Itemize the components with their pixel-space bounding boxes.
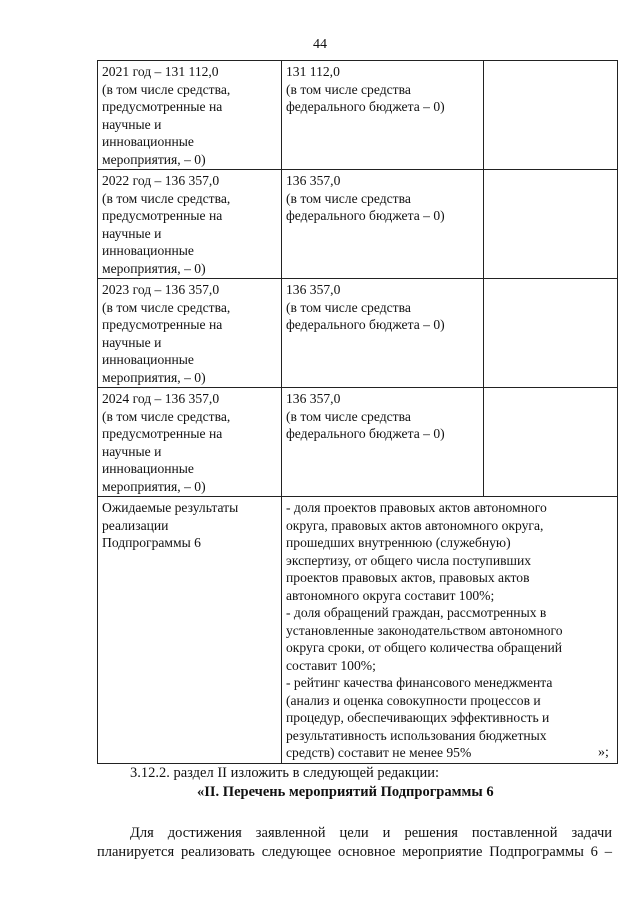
results-text-line: (анализ и оценка совокупности процессов и bbox=[286, 692, 541, 708]
cell-line: инновационные bbox=[102, 243, 194, 258]
results-label-line: Подпрограммы 6 bbox=[102, 535, 201, 550]
results-text-line: составит 100%; bbox=[286, 657, 376, 673]
cell-line: научные и bbox=[102, 225, 162, 241]
cell-line: (в том числе средства, bbox=[102, 81, 231, 97]
empty-cell bbox=[484, 61, 618, 170]
results-label-line: реализации bbox=[102, 517, 169, 533]
budget-amount: 136 357,0 bbox=[286, 391, 341, 406]
year-total: 2024 год – 136 357,0 bbox=[102, 391, 220, 406]
year-funding-cell bbox=[98, 61, 282, 170]
cell-line: (в том числе средства bbox=[286, 299, 411, 315]
results-text-line: средств) составит не менее 95% bbox=[286, 745, 472, 760]
table-row bbox=[98, 388, 618, 497]
cell-line: федерального бюджета – 0) bbox=[286, 208, 445, 223]
year-total: 2021 год – 131 112,0 bbox=[102, 64, 219, 79]
results-text-line: округа, правовых актов автономного округа, bbox=[286, 517, 544, 533]
cell-line: (в том числе средства, bbox=[102, 299, 231, 315]
cell-line: инновационные bbox=[102, 461, 194, 476]
results-text-line: - рейтинг качества финансового менеджмента bbox=[286, 675, 553, 690]
cell-line: (в том числе средства bbox=[286, 81, 411, 97]
cell-line: (в том числе средства bbox=[286, 408, 411, 424]
results-text-line: округа сроки, от общего количества обращений bbox=[286, 640, 563, 655]
cell-line: федерального бюджета – 0) bbox=[286, 99, 445, 114]
cell-line: предусмотренные на bbox=[102, 99, 223, 114]
year-funding-cell bbox=[98, 170, 282, 279]
cell-line: федерального бюджета – 0) bbox=[286, 426, 445, 441]
cell-line: федерального бюджета – 0) bbox=[286, 317, 445, 332]
results-row bbox=[98, 497, 618, 764]
results-text-line: процедур, обеспечивающих эффективность и bbox=[286, 710, 550, 725]
funding-table bbox=[97, 60, 618, 764]
year-funding-cell bbox=[98, 388, 282, 497]
budget-cell bbox=[282, 170, 484, 279]
cell-line: мероприятия, – 0) bbox=[102, 369, 206, 385]
cell-line: научные и bbox=[102, 334, 162, 350]
cell-line: мероприятия, – 0) bbox=[102, 478, 206, 494]
budget-amount: 136 357,0 bbox=[286, 282, 341, 297]
budget-cell bbox=[282, 388, 484, 497]
cell-line: инновационные bbox=[102, 134, 194, 149]
year-total: 2022 год – 136 357,0 bbox=[102, 173, 220, 188]
results-text-line: установленные законодательством автономного bbox=[286, 622, 563, 638]
cell-line: (в том числе средства, bbox=[102, 408, 231, 424]
cell-line: предусмотренные на bbox=[102, 208, 223, 223]
cell-line: (в том числе средства, bbox=[102, 190, 231, 206]
results-text-cell bbox=[282, 497, 618, 764]
results-text-line: результативность использования бюджетных bbox=[286, 727, 547, 743]
year-funding-cell bbox=[98, 279, 282, 388]
body-text-line: Для достижения заявленной цели и решения поставленной задачи bbox=[130, 825, 612, 841]
section-title: «II. Перечень мероприятий Подпрограммы 6 bbox=[197, 784, 494, 800]
body-text-line: планируется реализовать следующее основное мероприятие Подпрограммы 6 – bbox=[97, 844, 612, 860]
cell-line: предусмотренные на bbox=[102, 317, 223, 332]
empty-cell bbox=[484, 170, 618, 279]
budget-cell bbox=[282, 279, 484, 388]
cell-line: научные и bbox=[102, 116, 162, 132]
results-text-line: экспертизу, от общего числа поступивших bbox=[286, 552, 532, 568]
results-label-line: Ожидаемые результаты bbox=[102, 500, 239, 515]
cell-line: предусмотренные на bbox=[102, 426, 223, 441]
budget-cell bbox=[282, 61, 484, 170]
results-text-line: проектов правовых актов, правовых актов bbox=[286, 570, 530, 585]
cell-line: инновационные bbox=[102, 352, 194, 367]
budget-amount: 136 357,0 bbox=[286, 173, 341, 188]
results-text-line: - доля обращений граждан, рассмотренных в bbox=[286, 605, 547, 620]
amendment-heading: 3.12.2. раздел II изложить в следующей редакции: bbox=[130, 765, 440, 781]
year-total: 2023 год – 136 357,0 bbox=[102, 282, 220, 297]
page-number: 44 bbox=[313, 37, 327, 52]
results-text-line: - доля проектов правовых актов автономного bbox=[286, 500, 547, 515]
empty-cell bbox=[484, 279, 618, 388]
closing-quote-mark: »; bbox=[598, 745, 609, 760]
results-label-cell bbox=[98, 497, 282, 764]
cell-line: мероприятия, – 0) bbox=[102, 260, 206, 276]
table-row bbox=[98, 170, 618, 279]
cell-line: научные и bbox=[102, 443, 162, 459]
empty-cell bbox=[484, 388, 618, 497]
cell-line: мероприятия, – 0) bbox=[102, 151, 206, 167]
cell-line: (в том числе средства bbox=[286, 190, 411, 206]
results-text-line: автономного округа составит 100%; bbox=[286, 587, 495, 603]
results-text-line: прошедших внутреннюю (служебную) bbox=[286, 535, 511, 550]
budget-amount: 131 112,0 bbox=[286, 64, 340, 79]
table-row bbox=[98, 279, 618, 388]
table-row bbox=[98, 61, 618, 170]
